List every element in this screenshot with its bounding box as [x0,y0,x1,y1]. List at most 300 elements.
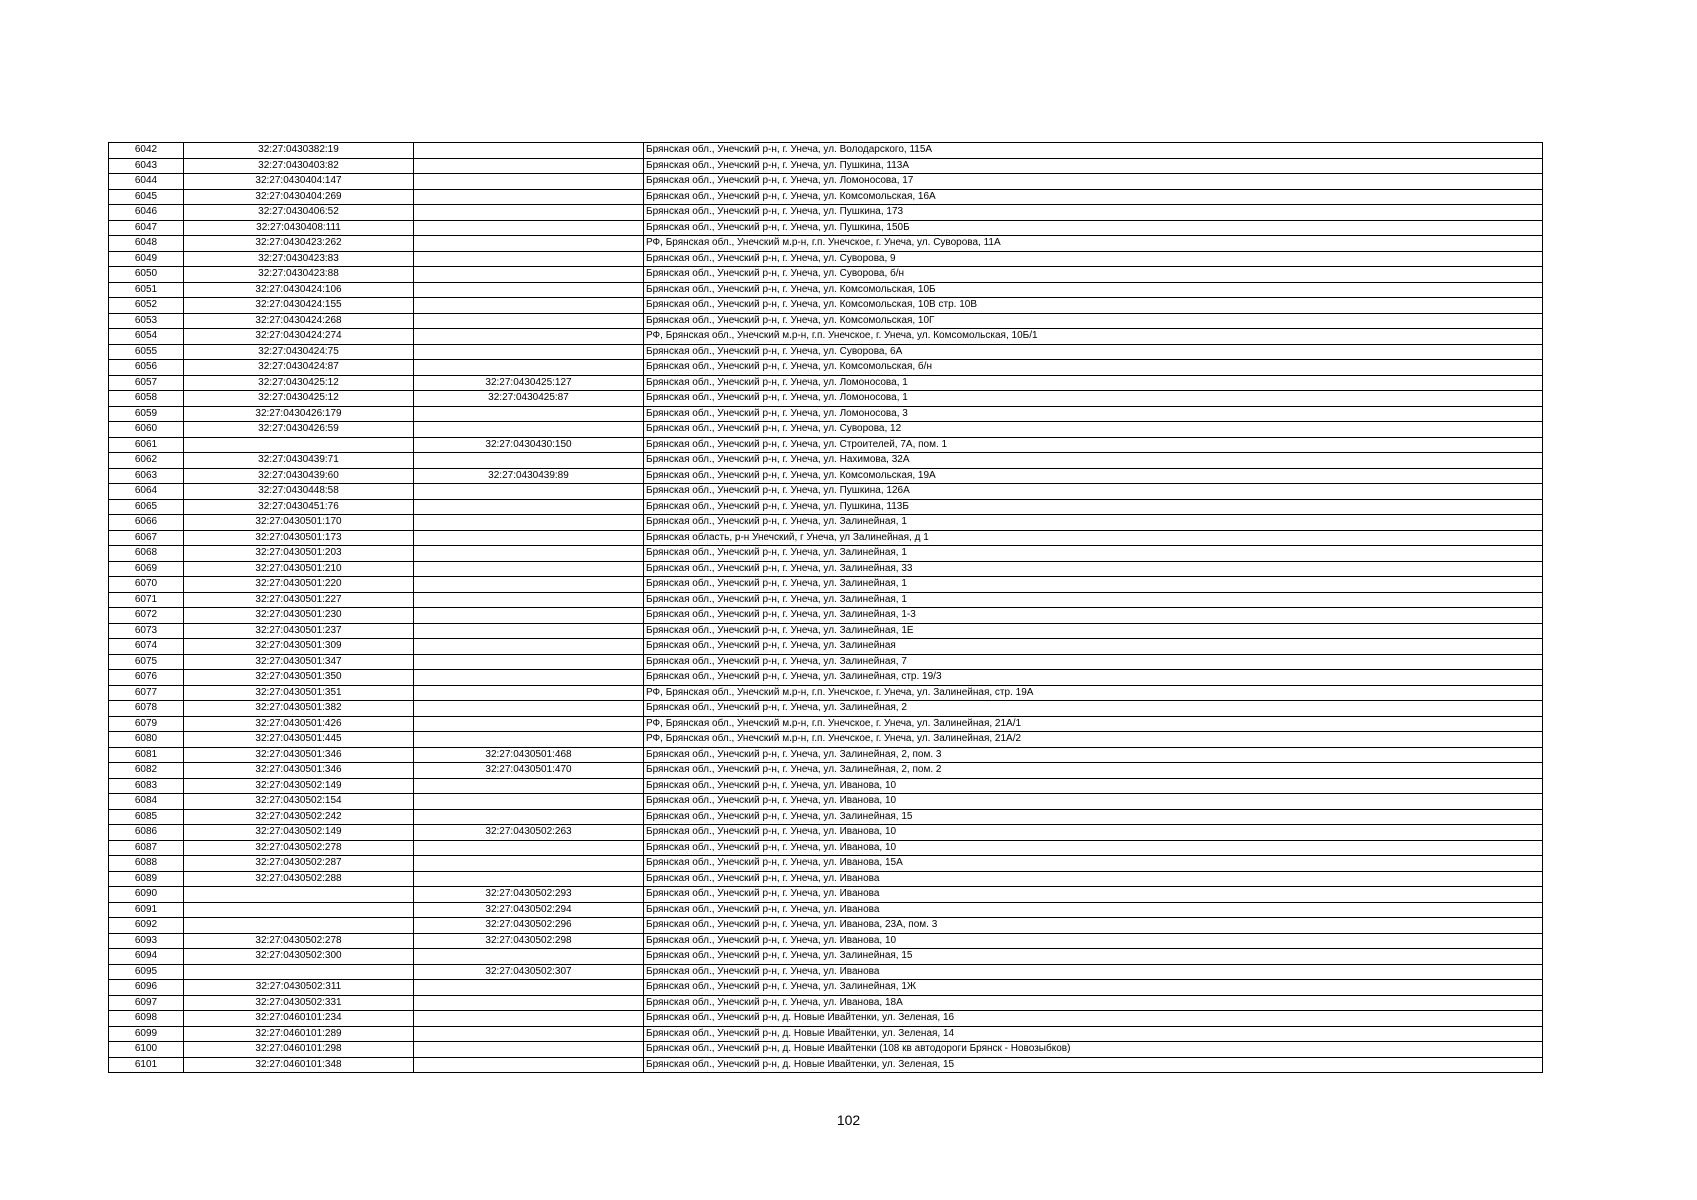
cadastral-number-cell: 32:27:0430423:262 [184,236,414,252]
cadastral-number-cell: 32:27:0430424:75 [184,344,414,360]
address-cell: Брянская обл., Унечский р-н, г. Унеча, ул. Залинейная, 1 [644,592,1543,608]
object-number-cell [414,561,644,577]
table-row [109,220,1543,236]
table-row [109,809,1543,825]
object-number-cell [414,360,644,376]
object-number-cell [414,1026,644,1042]
object-number-cell [414,980,644,996]
row-number-cell: 6076 [109,670,184,686]
row-number-cell: 6099 [109,1026,184,1042]
row-number-cell: 6043 [109,158,184,174]
cadastral-number-cell: 32:27:0430424:268 [184,313,414,329]
address-cell: Брянская обл., Унечский р-н, г. Унеча, ул. Иванова, 15А [644,856,1543,872]
cadastral-number-cell: 32:27:0460101:348 [184,1057,414,1073]
cadastral-number-cell: 32:27:0430408:111 [184,220,414,236]
row-number-cell: 6049 [109,251,184,267]
cadastral-number-cell: 32:27:0430502:287 [184,856,414,872]
row-number-cell: 6079 [109,716,184,732]
object-number-cell [414,732,644,748]
object-number-cell [414,174,644,190]
table-row [109,685,1543,701]
row-number-cell: 6085 [109,809,184,825]
row-number-cell: 6070 [109,577,184,593]
row-number-cell: 6047 [109,220,184,236]
row-number-cell: 6101 [109,1057,184,1073]
table-row [109,515,1543,531]
object-number-cell [414,685,644,701]
cadastral-number-cell: 32:27:0430501:445 [184,732,414,748]
table-row [109,639,1543,655]
row-number-cell: 6095 [109,964,184,980]
cadastral-number-cell: 32:27:0430501:346 [184,747,414,763]
row-number-cell: 6094 [109,949,184,965]
row-number-cell: 6044 [109,174,184,190]
table-row [109,592,1543,608]
table-row [109,778,1543,794]
cadastral-number-cell: 32:27:0430502:278 [184,933,414,949]
address-cell: Брянская обл., Унечский р-н, г. Унеча, ул. Пушкина, 173 [644,205,1543,221]
object-number-cell: 32:27:0430502:296 [414,918,644,934]
table-row [109,499,1543,515]
address-cell: Брянская обл., Унечский р-н, г. Унеча, ул. Ломоносова, 17 [644,174,1543,190]
page-number: 102 [836,1112,861,1128]
cadastral-number-cell: 32:27:0460101:289 [184,1026,414,1042]
address-cell: Брянская обл., Унечский р-н, г. Унеча, ул. Пушкина, 113А [644,158,1543,174]
address-cell: Брянская обл., Унечский р-н, г. Унеча, ул. Пушкина, 126А [644,484,1543,500]
address-cell: Брянская обл., Унечский р-н, г. Унеча, ул. Иванова, 10 [644,840,1543,856]
object-number-cell [414,592,644,608]
row-number-cell: 6072 [109,608,184,624]
table-row [109,360,1543,376]
row-number-cell: 6081 [109,747,184,763]
object-number-cell [414,1011,644,1027]
cadastral-number-cell: 32:27:0430502:154 [184,794,414,810]
table-row [109,282,1543,298]
address-cell: Брянская обл., Унечский р-н, г. Унеча, ул. Залинейная, 15 [644,809,1543,825]
table-row [109,205,1543,221]
cadastral-number-cell: 32:27:0460101:234 [184,1011,414,1027]
cadastral-number-cell: 32:27:0430425:12 [184,391,414,407]
cadastral-number-cell: 32:27:0430502:300 [184,949,414,965]
table-row [109,840,1543,856]
table-row [109,871,1543,887]
address-cell: Брянская обл., Унечский р-н, г. Унеча, ул. Залинейная, 1 [644,515,1543,531]
address-cell: Брянская обл., Унечский р-н, г. Унеча, ул. Залинейная [644,639,1543,655]
cadastral-number-cell: 32:27:0430439:60 [184,468,414,484]
address-cell: Брянская обл., Унечский р-н, д. Новые Ивайтенки, ул. Зеленая, 14 [644,1026,1543,1042]
address-cell: Брянская обл., Унечский р-н, г. Унеча, ул. Залинейная, 2 [644,701,1543,717]
row-number-cell: 6059 [109,406,184,422]
address-cell: Брянская обл., Унечский р-н, г. Унеча, ул. Иванова [644,887,1543,903]
table-row [109,608,1543,624]
cadastral-number-cell: 32:27:0430439:71 [184,453,414,469]
address-cell: Брянская обл., Унечский р-н, д. Новые Ивайтенки, ул. Зеленая, 16 [644,1011,1543,1027]
row-number-cell: 6077 [109,685,184,701]
address-cell: РФ, Брянская обл., Унечский м.р-н, г.п. Унечское, г. Унеча, ул. Залинейная, 21А/2 [644,732,1543,748]
object-number-cell [414,949,644,965]
row-number-cell: 6068 [109,546,184,562]
cadastral-number-cell [184,964,414,980]
row-number-cell: 6088 [109,856,184,872]
row-number-cell: 6057 [109,375,184,391]
address-cell: Брянская обл., Унечский р-н, г. Унеча, ул. Нахимова, 32А [644,453,1543,469]
object-number-cell [414,313,644,329]
object-number-cell: 32:27:0430502:298 [414,933,644,949]
table-row [109,980,1543,996]
row-number-cell: 6058 [109,391,184,407]
cadastral-number-cell [184,902,414,918]
object-number-cell [414,995,644,1011]
row-number-cell: 6065 [109,499,184,515]
address-cell: РФ, Брянская обл., Унечский м.р-н, г.п. Унечское, г. Унеча, ул. Залинейная, стр. 19А [644,685,1543,701]
object-number-cell [414,344,644,360]
cadastral-number-cell: 32:27:0430501:227 [184,592,414,608]
table-row [109,1011,1543,1027]
row-number-cell: 6091 [109,902,184,918]
address-cell: Брянская обл., Унечский р-н, г. Унеча, ул. Иванова, 10 [644,933,1543,949]
object-number-cell: 32:27:0430502:293 [414,887,644,903]
row-number-cell: 6089 [109,871,184,887]
object-number-cell [414,809,644,825]
row-number-cell: 6051 [109,282,184,298]
object-number-cell [414,282,644,298]
table-row [109,732,1543,748]
table-row [109,143,1543,159]
table-row [109,825,1543,841]
object-number-cell [414,251,644,267]
table-row [109,174,1543,190]
table-row [109,716,1543,732]
address-cell: Брянская обл., Унечский р-н, г. Унеча, ул. Залинейная, 1Ж [644,980,1543,996]
cadastral-number-cell: 32:27:0430382:19 [184,143,414,159]
object-number-cell [414,220,644,236]
table-row [109,298,1543,314]
cadastral-number-cell [184,437,414,453]
cadastral-number-cell: 32:27:0430423:83 [184,251,414,267]
address-cell: Брянская обл., Унечский р-н, г. Унеча, ул. Иванова, 10 [644,794,1543,810]
row-number-cell: 6071 [109,592,184,608]
address-cell: Брянская обл., Унечский р-н, г. Унеча, ул. Володарского, 115А [644,143,1543,159]
cadastral-number-cell: 32:27:0430451:76 [184,499,414,515]
object-number-cell [414,484,644,500]
table-row [109,437,1543,453]
cadastral-number-cell: 32:27:0430501:237 [184,623,414,639]
table-row [109,158,1543,174]
table-row [109,856,1543,872]
cadastral-number-cell: 32:27:0430406:52 [184,205,414,221]
object-number-cell [414,623,644,639]
cadastral-number-cell [184,918,414,934]
address-cell: Брянская обл., Унечский р-н, г. Унеча, ул. Залинейная, 33 [644,561,1543,577]
object-number-cell: 32:27:0430439:89 [414,468,644,484]
row-number-cell: 6083 [109,778,184,794]
table-row [109,313,1543,329]
address-cell: Брянская обл., Унечский р-н, г. Унеча, ул. Суворова, 9 [644,251,1543,267]
row-number-cell: 6074 [109,639,184,655]
cadastral-number-cell: 32:27:0460101:298 [184,1042,414,1058]
object-number-cell: 32:27:0430430:150 [414,437,644,453]
cadastral-number-cell: 32:27:0430426:59 [184,422,414,438]
cadastral-number-cell: 32:27:0430502:278 [184,840,414,856]
address-cell: Брянская обл., Унечский р-н, г. Унеча, ул. Ломоносова, 3 [644,406,1543,422]
address-cell: РФ, Брянская обл., Унечский м.р-н, г.п. Унечское, г. Унеча, ул. Суворова, 11А [644,236,1543,252]
row-number-cell: 6093 [109,933,184,949]
table-row [109,329,1543,345]
table-row [109,995,1543,1011]
object-number-cell [414,406,644,422]
object-number-cell [414,608,644,624]
table-row [109,949,1543,965]
table-row [109,468,1543,484]
table-row [109,747,1543,763]
row-number-cell: 6046 [109,205,184,221]
object-number-cell [414,329,644,345]
table-row [109,251,1543,267]
cadastral-number-cell: 32:27:0430404:269 [184,189,414,205]
cadastral-number-cell: 32:27:0430501:426 [184,716,414,732]
row-number-cell: 6064 [109,484,184,500]
object-number-cell [414,158,644,174]
row-number-cell: 6061 [109,437,184,453]
table-row [109,236,1543,252]
cadastral-number-cell: 32:27:0430502:288 [184,871,414,887]
row-number-cell: 6092 [109,918,184,934]
object-number-cell [414,189,644,205]
cadastral-number-cell: 32:27:0430448:58 [184,484,414,500]
object-number-cell [414,530,644,546]
address-cell: Брянская обл., Унечский р-н, г. Унеча, ул. Залинейная, 1 [644,546,1543,562]
address-cell: Брянская обл., Унечский р-н, г. Унеча, ул. Залинейная, стр. 19/3 [644,670,1543,686]
registry-table [108,142,1543,1073]
address-cell: Брянская обл., Унечский р-н, г. Унеча, ул. Ломоносова, 1 [644,391,1543,407]
object-number-cell: 32:27:0430501:468 [414,747,644,763]
cadastral-number-cell: 32:27:0430501:351 [184,685,414,701]
row-number-cell: 6084 [109,794,184,810]
row-number-cell: 6056 [109,360,184,376]
cadastral-number-cell: 32:27:0430424:106 [184,282,414,298]
cadastral-number-cell: 32:27:0430501:382 [184,701,414,717]
object-number-cell [414,577,644,593]
address-cell: Брянская обл., Унечский р-н, г. Унеча, ул. Иванова, 10 [644,825,1543,841]
object-number-cell [414,515,644,531]
object-number-cell [414,267,644,283]
object-number-cell [414,639,644,655]
table-row [109,918,1543,934]
table-row [109,902,1543,918]
object-number-cell [414,794,644,810]
cadastral-number-cell: 32:27:0430501:346 [184,763,414,779]
address-cell: Брянская обл., Унечский р-н, д. Новые Ивайтенки, ул. Зеленая, 15 [644,1057,1543,1073]
address-cell: Брянская обл., Унечский р-н, г. Унеча, ул. Комсомольская, 19А [644,468,1543,484]
cadastral-number-cell: 32:27:0430423:88 [184,267,414,283]
cadastral-number-cell: 32:27:0430502:331 [184,995,414,1011]
cadastral-number-cell: 32:27:0430403:82 [184,158,414,174]
row-number-cell: 6060 [109,422,184,438]
cadastral-number-cell: 32:27:0430502:242 [184,809,414,825]
object-number-cell [414,840,644,856]
address-cell: Брянская обл., Унечский р-н, г. Унеча, ул. Суворова, 6А [644,344,1543,360]
address-cell: Брянская обл., Унечский р-н, г. Унеча, ул. Залинейная, 1Е [644,623,1543,639]
table-row [109,670,1543,686]
row-number-cell: 6050 [109,267,184,283]
cadastral-number-cell: 32:27:0430424:274 [184,329,414,345]
row-number-cell: 6066 [109,515,184,531]
row-number-cell: 6082 [109,763,184,779]
object-number-cell [414,422,644,438]
address-cell: Брянская обл., Унечский р-н, г. Унеча, ул. Иванова, 23А, пом. 3 [644,918,1543,934]
row-number-cell: 6045 [109,189,184,205]
row-number-cell: 6096 [109,980,184,996]
address-cell: Брянская обл., Унечский р-н, г. Унеча, ул. Пушкина, 113Б [644,499,1543,515]
cadastral-number-cell: 32:27:0430426:179 [184,406,414,422]
cadastral-number-cell: 32:27:0430501:350 [184,670,414,686]
cadastral-number-cell: 32:27:0430502:149 [184,778,414,794]
cadastral-number-cell: 32:27:0430424:87 [184,360,414,376]
table-row [109,484,1543,500]
table-row [109,189,1543,205]
address-cell: Брянская обл., Унечский р-н, г. Унеча, ул. Иванова [644,964,1543,980]
object-number-cell [414,716,644,732]
address-cell: Брянская обл., Унечский р-н, г. Унеча, ул. Суворова, 12 [644,422,1543,438]
address-cell: Брянская обл., Унечский р-н, г. Унеча, ул. Залинейная, 1-3 [644,608,1543,624]
row-number-cell: 6042 [109,143,184,159]
address-cell: Брянская обл., Унечский р-н, г. Унеча, ул. Комсомольская, б/н [644,360,1543,376]
row-number-cell: 6073 [109,623,184,639]
row-number-cell: 6062 [109,453,184,469]
table-row [109,887,1543,903]
object-number-cell [414,298,644,314]
row-number-cell: 6098 [109,1011,184,1027]
object-number-cell [414,1057,644,1073]
table-row [109,406,1543,422]
cadastral-number-cell: 32:27:0430502:149 [184,825,414,841]
object-number-cell [414,205,644,221]
row-number-cell: 6053 [109,313,184,329]
table-row [109,794,1543,810]
table-row [109,763,1543,779]
table-row [109,964,1543,980]
cadastral-number-cell: 32:27:0430501:230 [184,608,414,624]
object-number-cell: 32:27:0430502:294 [414,902,644,918]
address-cell: Брянская обл., Унечский р-н, г. Унеча, ул. Суворова, б/н [644,267,1543,283]
cadastral-number-cell: 32:27:0430501:309 [184,639,414,655]
object-number-cell [414,1042,644,1058]
table-row [109,453,1543,469]
row-number-cell: 6086 [109,825,184,841]
table-row [109,267,1543,283]
row-number-cell: 6080 [109,732,184,748]
cadastral-number-cell: 32:27:0430502:311 [184,980,414,996]
table-row [109,654,1543,670]
cadastral-number-cell: 32:27:0430501:220 [184,577,414,593]
address-cell: Брянская обл., Унечский р-н, г. Унеча, ул. Комсомольская, 16А [644,189,1543,205]
object-number-cell [414,701,644,717]
cadastral-number-cell [184,887,414,903]
address-cell: Брянская обл., Унечский р-н, г. Унеча, ул. Иванова [644,871,1543,887]
table-row [109,422,1543,438]
table-row [109,344,1543,360]
object-number-cell [414,499,644,515]
row-number-cell: 6063 [109,468,184,484]
address-cell: РФ, Брянская обл., Унечский м.р-н, г.п. Унечское, г. Унеча, ул. Залинейная, 21А/1 [644,716,1543,732]
cadastral-number-cell: 32:27:0430501:210 [184,561,414,577]
address-cell: Брянская обл., Унечский р-н, г. Унеча, ул. Строителей, 7А, пом. 1 [644,437,1543,453]
address-cell: Брянская обл., Унечский р-н, г. Унеча, ул. Залинейная, 2, пом. 3 [644,747,1543,763]
table-row [109,546,1543,562]
address-cell: Брянская обл., Унечский р-н, г. Унеча, ул. Пушкина, 150Б [644,220,1543,236]
table-row [109,530,1543,546]
row-number-cell: 6087 [109,840,184,856]
row-number-cell: 6048 [109,236,184,252]
cadastral-number-cell: 32:27:0430404:147 [184,174,414,190]
address-cell: Брянская обл., Унечский р-н, г. Унеча, ул. Комсомольская, 10В стр. 10В [644,298,1543,314]
address-cell: Брянская обл., Унечский р-н, г. Унеча, ул. Залинейная, 2, пом. 2 [644,763,1543,779]
object-number-cell: 32:27:0430502:307 [414,964,644,980]
row-number-cell: 6052 [109,298,184,314]
table-row [109,391,1543,407]
row-number-cell: 6078 [109,701,184,717]
document-sheet [108,142,1542,1073]
object-number-cell: 32:27:0430501:470 [414,763,644,779]
address-cell: Брянская обл., Унечский р-н, г. Унеча, ул. Комсомольская, 10Б [644,282,1543,298]
object-number-cell [414,654,644,670]
address-cell: Брянская обл., Унечский р-н, г. Унеча, ул. Ломоносова, 1 [644,375,1543,391]
row-number-cell: 6055 [109,344,184,360]
object-number-cell [414,670,644,686]
object-number-cell: 32:27:0430502:263 [414,825,644,841]
cadastral-number-cell: 32:27:0430501:203 [184,546,414,562]
address-cell: Брянская обл., Унечский р-н, д. Новые Ивайтенки (108 кв автодороги Брянск - Новозыбков) [644,1042,1543,1058]
cadastral-number-cell: 32:27:0430425:12 [184,375,414,391]
address-cell: Брянская обл., Унечский р-н, г. Унеча, ул. Иванова, 10 [644,778,1543,794]
row-number-cell: 6090 [109,887,184,903]
cadastral-number-cell: 32:27:0430424:155 [184,298,414,314]
address-cell: РФ, Брянская обл., Унечский м.р-н, г.п. Унечское, г. Унеча, ул. Комсомольская, 10Б/1 [644,329,1543,345]
row-number-cell: 6067 [109,530,184,546]
table-row [109,1057,1543,1073]
registry-table-body [109,143,1543,1073]
cadastral-number-cell: 32:27:0430501:173 [184,530,414,546]
object-number-cell: 32:27:0430425:87 [414,391,644,407]
table-row [109,1026,1543,1042]
row-number-cell: 6075 [109,654,184,670]
object-number-cell: 32:27:0430425:127 [414,375,644,391]
cadastral-number-cell: 32:27:0430501:170 [184,515,414,531]
table-row [109,577,1543,593]
object-number-cell [414,856,644,872]
object-number-cell [414,546,644,562]
address-cell: Брянская обл., Унечский р-н, г. Унеча, ул. Иванова, 18А [644,995,1543,1011]
object-number-cell [414,236,644,252]
table-row [109,933,1543,949]
address-cell: Брянская обл., Унечский р-н, г. Унеча, ул. Иванова [644,902,1543,918]
address-cell: Брянская обл., Унечский р-н, г. Унеча, ул. Комсомольская, 10Г [644,313,1543,329]
address-cell: Брянская обл., Унечский р-н, г. Унеча, ул. Залинейная, 7 [644,654,1543,670]
table-row [109,1042,1543,1058]
table-row [109,623,1543,639]
table-row [109,701,1543,717]
table-row [109,375,1543,391]
address-cell: Брянская обл., Унечский р-н, г. Унеча, ул. Залинейная, 1 [644,577,1543,593]
row-number-cell: 6097 [109,995,184,1011]
row-number-cell: 6054 [109,329,184,345]
object-number-cell [414,871,644,887]
object-number-cell [414,143,644,159]
object-number-cell [414,453,644,469]
address-cell: Брянская обл., Унечский р-н, г. Унеча, ул. Залинейная, 15 [644,949,1543,965]
object-number-cell [414,778,644,794]
address-cell: Брянская область, р-н Унечский, г Унеча, ул Залинейная, д 1 [644,530,1543,546]
